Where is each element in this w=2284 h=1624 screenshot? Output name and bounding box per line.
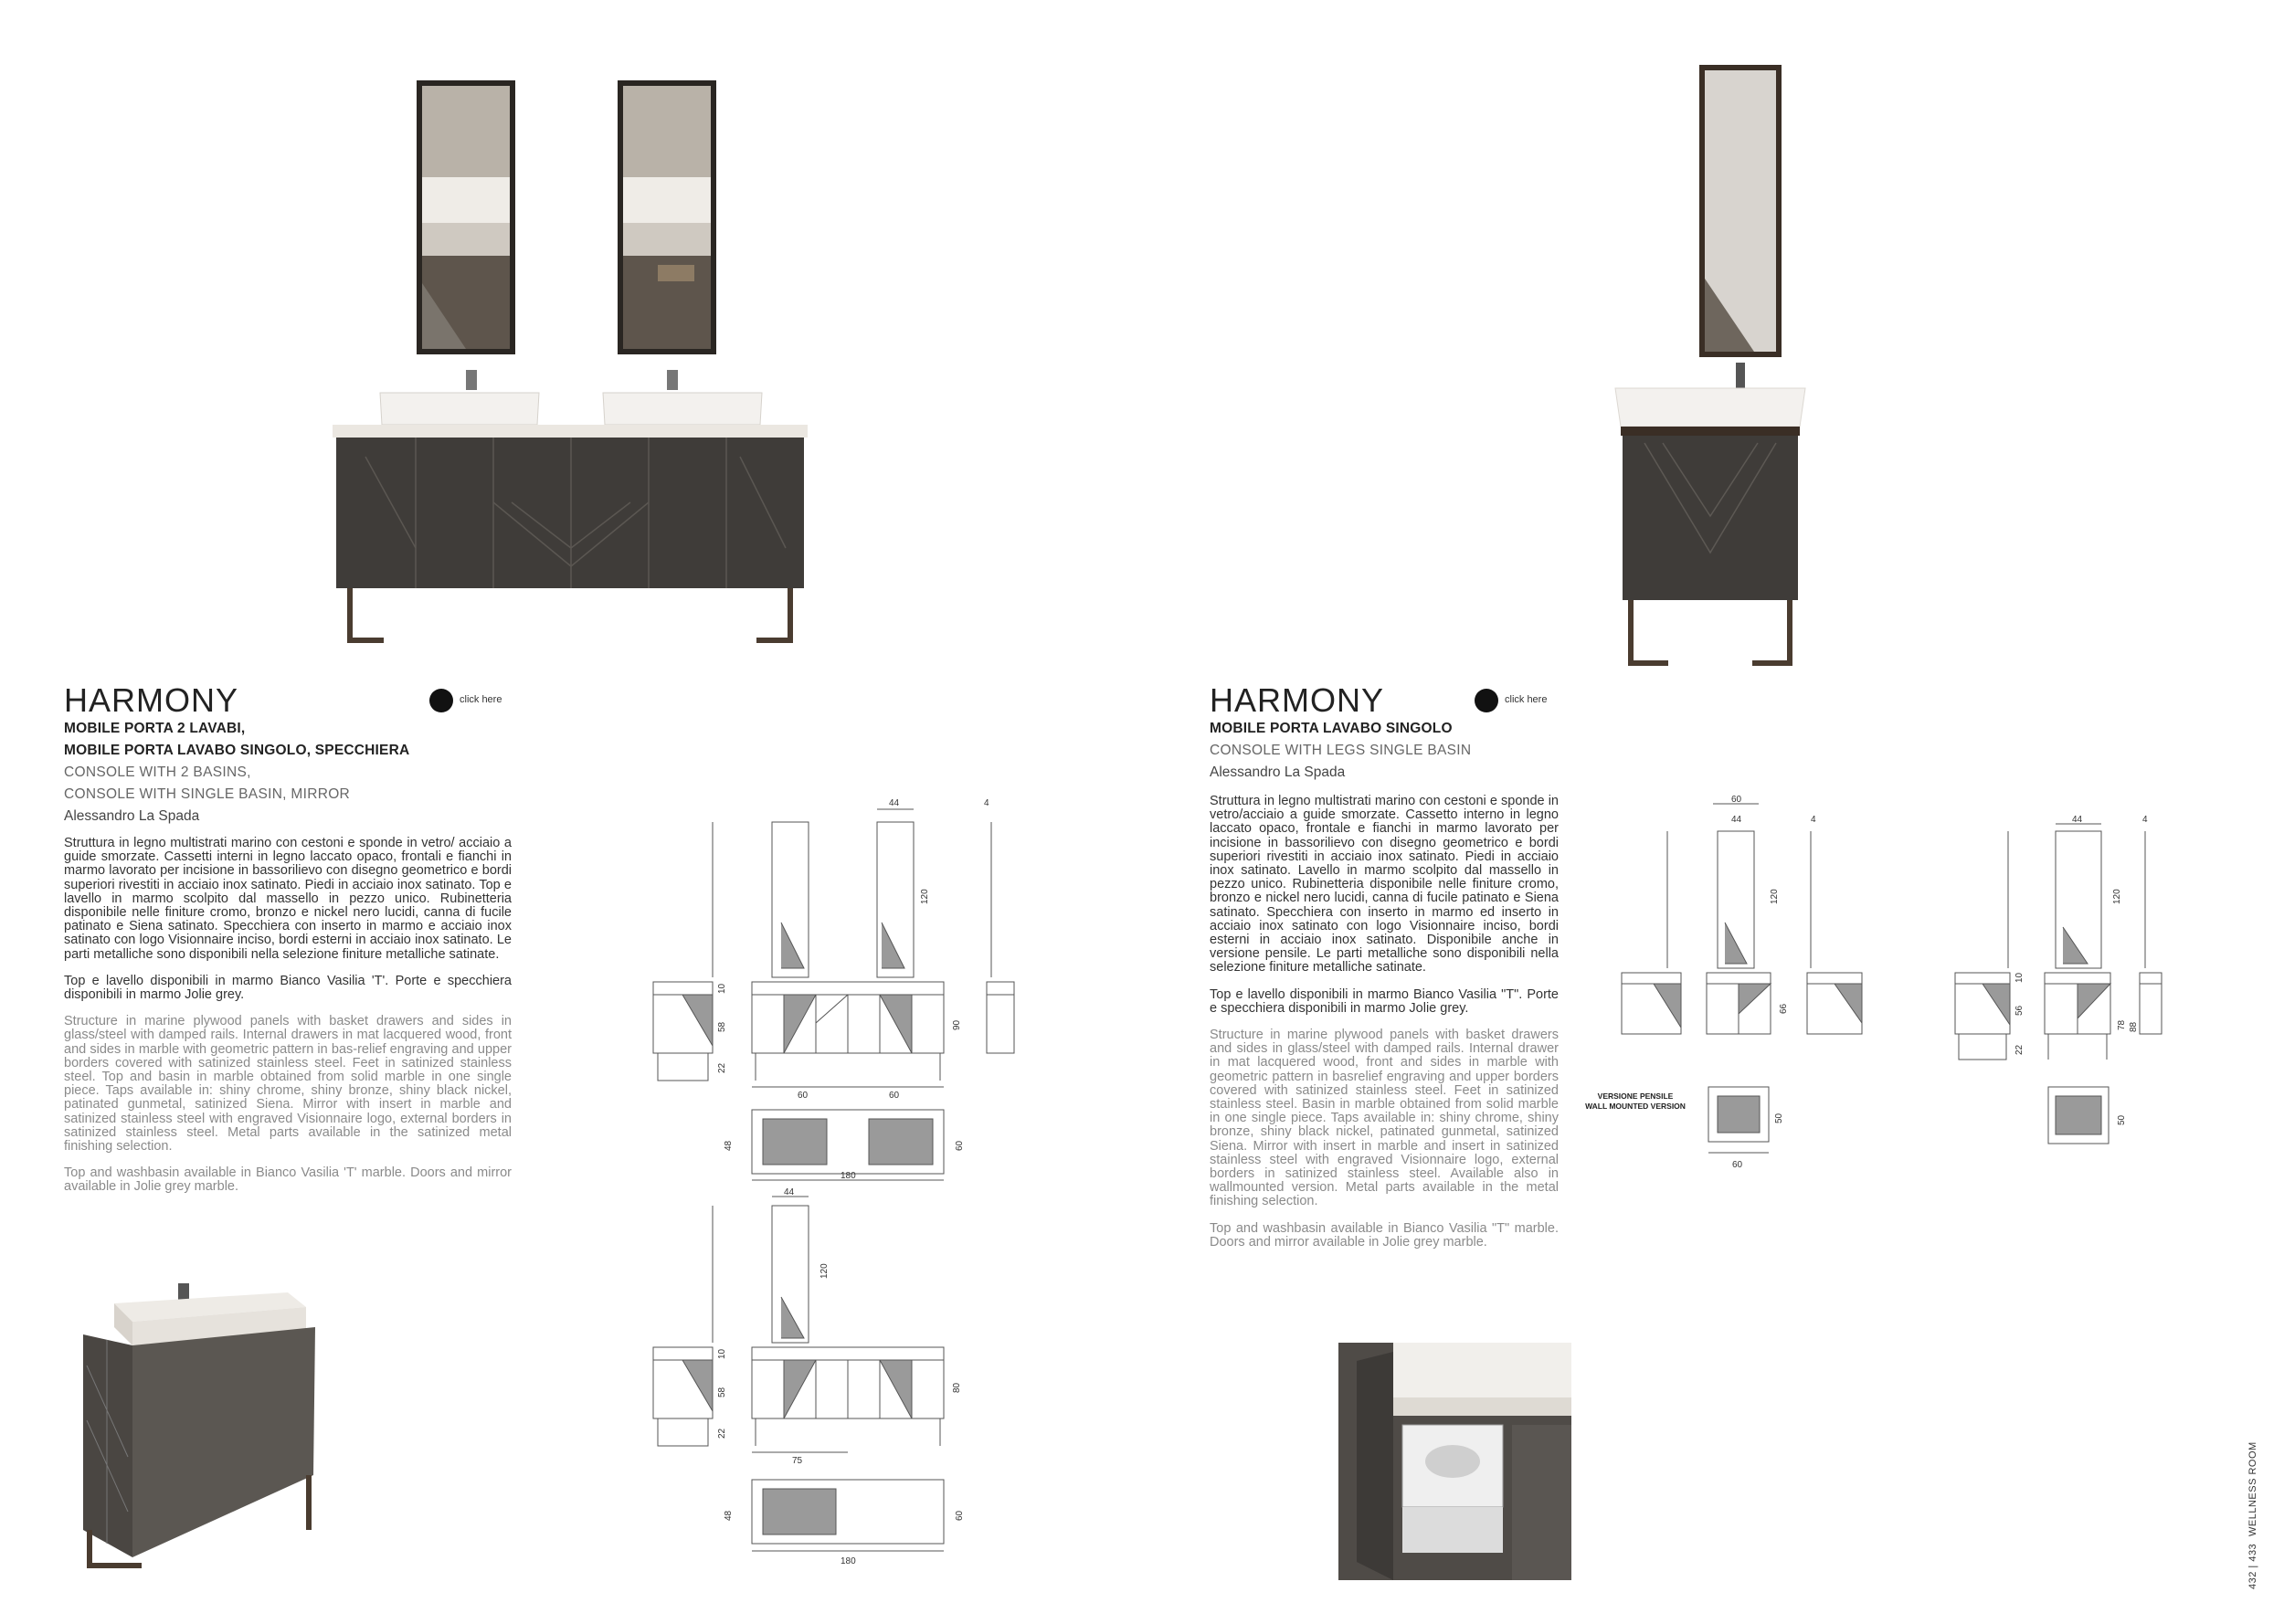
diml-10: 10 [2014,972,2025,983]
mirror-left-photo [417,80,515,354]
diml-44: 44 [2072,815,2083,825]
right-body-en-2: Top and washbasin available in Bianco Vasilia "T" marble. Doors and mirror available in Jolie grey marble. [1210,1220,1559,1250]
right-body-it-1: Struttura in legno multistrati marino con cestoni e sponde in vetro/acciaio a guide smorzate. Cassetto interno in legno laccato opaco, frontale e fianchi in marmo lavorato per incisione in bassorilievo con disegno geometrico e bordi superiori rivestiti in acciaio inox satinato. Piedi in acciaio inox satinato. Lavello in marmo scolpito dal massello in pezzo unico. Rubinetteria disponibile nelle finiture cromo, bronzo e nickel nero lucidi, canna di fucile patinato e Siena satinato. Specchiera con inserto in marmo ed inserto in acciaio inox satinato con logo Visionnaire inciso, bordi esterni in acciaio inox satinato. Disponibile anche in versione pensile. Le parti metalliche sono disponibili nella selezione finiture metalliche satinate. [1210,794,1559,975]
dim2-120: 120 [819,1263,830,1279]
dim-10: 10 [717,983,727,994]
dim-4: 4 [984,798,989,808]
dim-plan-48: 48 [724,1140,734,1151]
dim-22: 22 [717,1062,727,1073]
drawing-single-basin [617,1187,1019,1571]
left-click-button-icon[interactable] [429,689,453,712]
photo-single-vanity [1608,59,1827,671]
diml-4: 4 [2142,815,2148,825]
diml-120: 120 [2112,889,2122,904]
dim-90: 90 [952,1019,962,1030]
drawing-legs-version [1937,813,2165,1178]
right-body-it-2: Top e lavello disponibili in marmo Bianco Vasilia "T". Porte e specchiera disponibili in marmo Jolie grey. [1210,986,1559,1016]
dim-width-60-a: 60 [798,1091,809,1101]
dim2-44: 44 [784,1187,795,1197]
left-subtitle-it-1: MOBILE PORTA 2 LAVABI, [64,721,246,736]
diml-plan-50: 50 [2117,1114,2127,1125]
left-subtitle-en-1: CONSOLE WITH 2 BASINS, [64,765,251,780]
dim-44: 44 [889,798,900,808]
drawing-double-basin [617,795,1019,1187]
dim2-80: 80 [952,1382,962,1393]
right-click-button-icon[interactable] [1475,689,1498,712]
dim2-58: 58 [717,1387,727,1397]
left-designer: Alessandro La Spada [64,808,200,824]
dim2-22: 22 [717,1428,727,1439]
dimw-120: 120 [1770,889,1780,904]
dimw-66: 66 [1779,1003,1789,1014]
left-body-en-1: Structure in marine plywood panels with basket drawers and sides in glass/steel with damped rails. Internal drawers in mat lacquered wood, front and sides in marble with geometric pattern in bas-relief engraving and upper borders covered with satinized stainless steel. Feet in satinized stainless steel. Top and basin in marble obtained from solid marble in one single piece. Taps available in: shiny chrome, shiny bronze, shiny black nickel, patinated gunmetal, satinized Siena. Mirror with insert in marble and satinized stainless steel with engraved Visionnaire logo, external borders in satinized stainless steel. Metal parts available in the satinized metal finishing selection. [64,1014,512,1155]
diml-88: 88 [2129,1021,2139,1032]
dim-plan-180: 180 [841,1171,856,1181]
wall-version-label-it: VERSIONE PENSILE [1597,1091,1674,1101]
dim-plan-60: 60 [955,1140,965,1151]
footer-section: WELLNESS ROOM [2247,1441,2258,1536]
dimw-4: 4 [1811,815,1816,825]
diml-78: 78 [2117,1019,2127,1030]
right-title: HARMONY [1210,681,1385,719]
right-click-link[interactable]: click here [1505,694,1548,705]
dim2-plan-60: 60 [955,1510,965,1521]
dim2-75: 75 [792,1456,803,1466]
dim-width-60-b: 60 [889,1091,900,1101]
left-body-it-2: Top e lavello disponibili in marmo Bianco Vasilia 'T'. Porte e specchiera disponibili in marmo Jolie grey. [64,973,512,1003]
right-subtitle-en: CONSOLE WITH LEGS SINGLE BASIN [1210,743,1472,758]
right-subtitle-it: MOBILE PORTA LAVABO SINGOLO [1210,721,1453,736]
drawing-wall-mounted [1608,795,1882,1197]
mirror-right-photo [618,80,716,354]
footer-page-numbers: 432 | 433 [2247,1543,2258,1589]
dim2-10: 10 [717,1348,727,1359]
photo-single-vanity-perspective [78,1256,324,1571]
dimw-plan-60: 60 [1732,1160,1743,1170]
dim-120: 120 [920,889,930,904]
dimw-60: 60 [1731,795,1742,805]
dimw-plan-50: 50 [1774,1113,1784,1123]
dim2-plan-180: 180 [841,1556,856,1566]
right-body-en-1: Structure in marine plywood panels with basket drawers and sides in glass/steel with damped rails. Internal drawer in mat lacquered wood, front and sides in marble with geometric pattern in basrelief engraving and upper borders covered with satinized stainless steel. Feet in satinized stainless steel. Basin in marble obtained from solid marble in one single piece. Taps available in: shiny chrome, shiny bronze, shiny black nickel, patinated gunmetal, satinized Siena. Mirror with insert in marble and insert in satinized stainless steel with engraved Visionnaire logo, external borders in satinized stainless steel. Available also in wallmounted version. Metal parts available in the metal finishing selection. [1210,1028,1559,1209]
dim2-plan-48: 48 [724,1510,734,1521]
left-subtitle-en-2: CONSOLE WITH SINGLE BASIN, MIRROR [64,786,351,802]
left-title: HARMONY [64,681,239,719]
right-designer: Alessandro La Spada [1210,765,1346,780]
photo-drawer-detail [1338,1343,1571,1580]
dim-58: 58 [717,1021,727,1032]
diml-22: 22 [2014,1044,2025,1055]
left-body-it-1: Struttura in legno multistrati marino con cestoni e sponde in vetro/ acciaio a guide smorzate. Cassetti interni in legno laccato opaco, frontali e fianchi in marmo lavorato per incisione in bassorilievo con disegno geometrico e bordi superiori rivestiti in acciaio inox satinato. Piedi in acciaio inox satinato. Top e lavello in marmo scolpito dal massello in pezzo unico. Rubinetteria disponibile nelle finiture cromo, bronzo e nickel nero lucidi, canna di fucile patinato e Siena satinato. Specchiera con inserto in marmo e acciaio inox satinato con logo Visionnaire inciso, bordi esterni in acciaio inox satinato. Le parti metalliche sono disponibili nella selezione finiture metalliche satinate. [64,836,512,962]
diml-56: 56 [2014,1005,2025,1016]
left-body-en-2: Top and washbasin available in Bianco Vasilia 'T' marble. Doors and mirror available in Jolie grey marble. [64,1165,512,1195]
photo-double-vanity [329,73,841,658]
left-subtitle-it-2: MOBILE PORTA LAVABO SINGOLO, SPECCHIERA [64,743,410,758]
wall-version-label-en: WALL MOUNTED VERSION [1585,1102,1686,1111]
dimw-44: 44 [1731,815,1742,825]
left-click-link[interactable]: click here [460,694,502,705]
